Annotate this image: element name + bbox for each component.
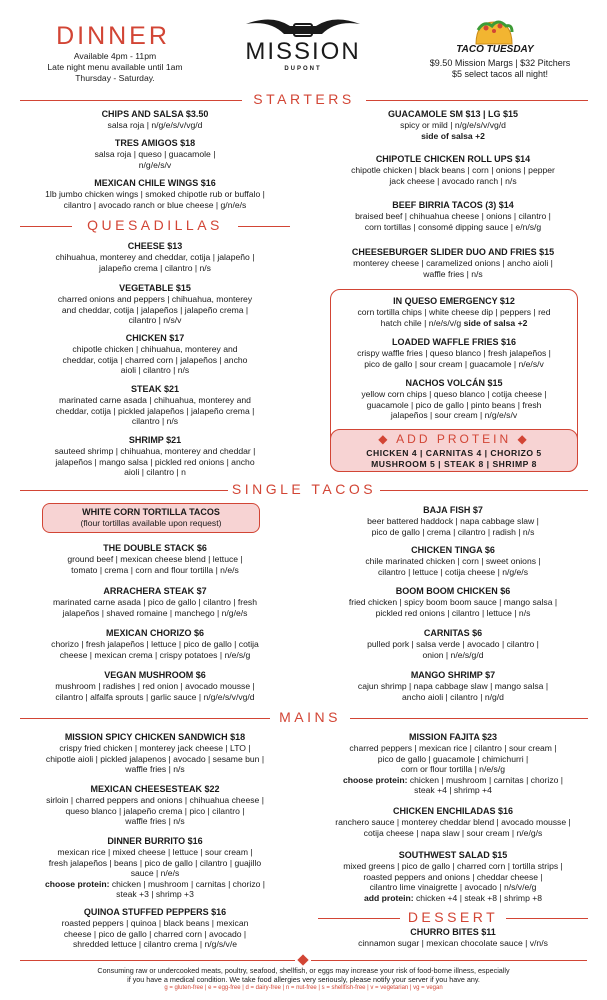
divider [506, 918, 588, 919]
item-name: CHIPOTLE CHICKEN ROLL UPS $14 [375, 154, 531, 164]
section-title-starters: STARTERS [253, 91, 355, 107]
protein-line: CHICKEN 4 | CARNITAS 4 | CHORIZO 5 [366, 448, 542, 458]
item-name: MISSION FAJITA $23 [408, 732, 498, 742]
item-name: QUINOA STUFFED PEPPERS $16 [83, 907, 227, 917]
item-desc: ranchero sauce | monterey cheddar blend | avocado mousse | cotija cheese | napa slaw | sour cream | n/e/g/s [335, 817, 571, 838]
diamond-icon: ◆ [378, 432, 391, 446]
item-desc: braised beef | chihuahua cheese | onions | cilantro | corn tortillas | consomé dipping sauce | e/n/s/g [355, 211, 551, 232]
section-title-quesadillas: QUESADILLAS [87, 217, 223, 233]
menu-item [20, 585, 290, 618]
divider [318, 918, 400, 919]
item-name: VEGAN MUSHROOM $6 [104, 670, 206, 680]
divider [350, 718, 588, 719]
logo-wordmark: MISSION [245, 38, 361, 65]
item-name: CHICKEN TINGA $6 [411, 545, 495, 555]
choose-label: choose protein: [44, 878, 110, 889]
section-title-mains: MAINS [279, 709, 341, 725]
item-desc: marinated carne asada | pico de gallo | cilantro | fresh jalapeños | shaved romaine | manchego | n/g/e/s [53, 597, 257, 618]
dinner-hours [20, 51, 210, 84]
item-desc: spicy or mild | n/g/e/s/v/vg/d [400, 120, 506, 130]
item-desc: pulled pork | salsa verde | avocado | cilantro | onion | n/e/s/g/d [367, 639, 539, 660]
divider [238, 226, 290, 227]
item-desc: cajun shrimp | napa cabbage slaw | mango salsa | ancho aioli | cilantro | n/g/d [357, 681, 549, 702]
item-name: BEEF BIRRIA TACOS (3) $14 [392, 200, 514, 210]
menu-item [20, 434, 290, 478]
add-protein-label: ADD PROTEIN [396, 432, 512, 446]
item-desc: chipotle chicken | chihuahua, monterey and cheddar, cotija | charred corn | jalapeños | ancho aioli | cilantro | n/s [62, 344, 248, 376]
dinner-title: DINNER [56, 22, 170, 50]
item-choose [20, 879, 290, 900]
menu-item [20, 906, 290, 950]
item-desc: cinnamon sugar | mexican chocolate sauce | v/n/s [358, 938, 548, 948]
item-choose [318, 775, 588, 796]
item-name: CHEESE $13 [127, 241, 183, 251]
menu-item [318, 627, 588, 660]
item-desc: 1lb jumbo chicken wings | smoked chipotle rub or buffalo | cilantro | avocado ranch or blue cheese | g/n/e/s [45, 189, 265, 210]
item-name: BOOM BOOM CHICKEN $6 [395, 586, 511, 596]
item-name: CARNITAS $6 [423, 628, 483, 638]
item-desc-text: corn tortilla chips | white cheese dip | peppers | red hatch chile | n/e/s/v/g [357, 307, 551, 328]
menu-item [20, 835, 290, 900]
item-desc: chile marinated chicken | corn | sweet onions | cilantro | lettuce | cotija cheese | n/g/e/s [365, 556, 541, 577]
item-name: CHIPS AND SALSA $3.50 [101, 109, 209, 119]
item-desc: sirloin | charred peppers and onions | chihuahua cheese | queso blanco | jalapeño crema | pico | cilantro | waffle fries | n/s [46, 795, 264, 827]
menu-item [334, 295, 574, 328]
item-extra: side of salsa +2 [421, 130, 485, 141]
taco-line: $5 select tacos all night! [451, 69, 549, 79]
item-name: CHICKEN $17 [125, 333, 185, 343]
item-desc: mexican rice | mixed cheese | lettuce | sour cream | fresh jalapeños | beans | pico de gallo | cilantro | guajillo sauce | n/e/s [48, 847, 262, 879]
item-name: CHURRO BITES $11 [410, 927, 496, 937]
choose-options: chicken | mushroom | carnitas | chorizo | steak +4 | shrimp +4 [409, 774, 564, 796]
item-desc: ground beef | mexican cheese blend | lettuce | tomato | crema | corn and flour tortilla | n/e/s [67, 554, 243, 575]
divider [20, 490, 228, 491]
item-desc: salsa roja | queso | guacamole | n/g/e/s/v [94, 149, 216, 170]
item-desc: sauteed shrimp | chihuahua, monterey and cheddar | jalapeños | mango salsa | pickled red onions | ancho aioli | cilantro | n [54, 446, 256, 478]
diamond-icon: ◆ [517, 432, 530, 446]
divider [366, 100, 588, 101]
item-desc: beer battered haddock | napa cabbage slaw | pico de gallo | crema | cilantro | radish | n/s [367, 516, 539, 537]
divider [20, 100, 242, 101]
days-line: Thursday - Saturday. [75, 73, 155, 83]
item-desc: roasted peppers | quinoa | black beans | mexican cheese | pico de gallo | charred corn | avocado | shredded lettuce | cilantro crema | n/g/s/v/e [61, 918, 249, 950]
item-name: MEXICAN CHEESESTEAK $22 [90, 784, 220, 794]
item-desc: chihuahua, monterey and cheddar, cotija | jalapeño | jalapeño crema | cilantro | n/s [55, 252, 255, 273]
taco-tuesday-details [410, 58, 590, 80]
item-desc: fried chicken | spicy boom boom sauce | mango salsa | pickled red onions | cilantro | lettuce | n/s [348, 597, 558, 618]
menu-item [20, 383, 290, 427]
item-desc: charred onions and peppers | chihuahua, monterey and cheddar, cotija | jalapeños | jalapeño crema | cilantro | n/s/v [57, 294, 253, 326]
item-name: CHICKEN ENCHILADAS $16 [392, 806, 514, 816]
protein-line: MUSHROOM 5 | STEAK 8 | SHRIMP 8 [371, 459, 537, 469]
item-name: GUACAMOLE SM $13 | LG $15 [387, 109, 519, 119]
item-name: LOADED WAFFLE FRIES $16 [391, 337, 516, 347]
menu-item [318, 731, 588, 796]
menu-item [20, 282, 290, 326]
menu-item [20, 627, 290, 660]
hours-line: Available 4pm - 11pm [73, 51, 157, 61]
item-name: STEAK $21 [130, 384, 180, 394]
menu-item [318, 544, 588, 577]
dietary-legend: g = gluten-free | e = egg-free | d = dairy-free | n = nut-free | s = shellfish-free | v = vegetarian | vg = vegan [164, 985, 443, 991]
menu-item [20, 332, 290, 376]
menu-item [20, 542, 290, 575]
divider [311, 960, 587, 961]
late-night-line: Late night menu available until 1am [47, 62, 183, 72]
item-desc [334, 307, 574, 328]
menu-item [318, 849, 588, 903]
taco-tuesday-title: TACO TUESDAY [456, 44, 534, 55]
item-desc: marinated carne asada | chihuahua, monterey and cheddar, cotija | pickled jalapeños | jalapeño crema | cilantro | n/s [55, 395, 255, 427]
item-desc: crispy waffle fries | queso blanco | fresh jalapeños | pico de gallo | sour cream | guacamole | n/e/s/v [357, 348, 551, 369]
item-name: VEGETABLE $15 [119, 283, 191, 293]
item-desc: mushroom | radishes | red onion | avocado mousse | cilantro | alfalfa sprouts | garlic sauce | n/g/e/s/v/vg/d [55, 681, 255, 702]
item-desc: monterey cheese | caramelized onions | ancho aioli | waffle fries | n/s [353, 258, 553, 279]
item-name: NACHOS VOLCÁN $15 [405, 378, 503, 388]
menu-item [318, 504, 588, 537]
item-extra: side of salsa +2 [463, 317, 528, 328]
choose-label: choose protein: [342, 774, 408, 785]
choose-label: add protein: [363, 892, 414, 903]
item-name: MISSION SPICY CHICKEN SANDWICH $18 [64, 732, 246, 742]
menu-item [318, 585, 588, 618]
divider [20, 718, 270, 719]
menu-item [318, 669, 588, 702]
item-name: IN QUESO EMERGENCY $12 [393, 296, 515, 306]
divider [20, 960, 295, 961]
menu-item [20, 177, 290, 210]
item-desc: charred peppers | mexican rice | cilantro | sour cream | pico de gallo | guacamole | chimichurri | corn or flour tortilla | n/e/s/g [349, 743, 557, 775]
item-desc: yellow corn chips | queso blanco | cotija cheese | guacamole | pico de gallo | pinto beans | fresh jalapeños | sour cream | n/g/e/s/v [361, 389, 547, 421]
menu-item [334, 336, 574, 369]
menu-item [20, 783, 290, 827]
menu-item [334, 377, 574, 421]
divider [20, 226, 72, 227]
choose-options: chicken +4 | steak +8 | shrimp +8 [413, 892, 543, 903]
taco-line: $9.50 Mission Margs | $32 Pitchers [429, 58, 571, 68]
item-name: TRES AMIGOS $18 [114, 138, 196, 148]
diamond-icon [297, 954, 308, 965]
item-name: CHEESEBURGER SLIDER DUO AND FRIES $15 [351, 247, 555, 257]
tortilla-note-sub: (flour tortillas available upon request) [80, 518, 222, 528]
menu-item [20, 137, 290, 170]
item-choose [318, 893, 588, 904]
choose-options: chicken | mushroom | carnitas | chorizo | steak +3 | shrimp +3 [111, 878, 266, 900]
item-desc: salsa roja | n/g/e/s/v/vg/d [107, 120, 203, 130]
menu-item [20, 669, 290, 702]
menu-item [318, 805, 588, 838]
item-name: BAJA FISH $7 [423, 505, 483, 515]
item-desc: chorizo | fresh jalapeños | lettuce | pico de gallo | cotija cheese | mexican crema | crispy potatoes | n/e/s/g [51, 639, 259, 660]
allergy-notice: Consuming raw or undercooked meats, poultry, seafood, shellfish, or eggs may increase your risk of food-borne illness, especially if you have a medical condition. We take food allergies very seriously, please notify your server if you have any. [97, 966, 510, 984]
menu-item [318, 199, 588, 232]
item-name: DINNER BURRITO $16 [107, 836, 203, 846]
menu-item [20, 240, 290, 273]
item-name: THE DOUBLE STACK $6 [103, 543, 207, 553]
section-title-single-tacos: SINGLE TACOS [231, 481, 377, 497]
item-desc: crispy fried chicken | monterey jack cheese | LTO | chipotle aioli | pickled jalapenos | avocado | sesame bun | waffle fries | n/s [45, 743, 265, 775]
add-protein-list [330, 448, 578, 470]
item-name: MEXICAN CHORIZO $6 [105, 628, 204, 638]
section-title-dessert: DESSERT [407, 909, 499, 925]
divider [380, 490, 588, 491]
add-protein-title [330, 432, 578, 446]
tortilla-note [42, 506, 260, 529]
menu-item [318, 108, 588, 141]
item-desc: chipotle chicken | black beans | corn | onions | pepper jack cheese | avocado ranch | n/s [351, 165, 555, 186]
item-name: MANGO SHRIMP $7 [410, 670, 496, 680]
tortilla-note-title: WHITE CORN TORTILLA TACOS [82, 507, 220, 517]
item-name: ARRACHERA STEAK $7 [103, 586, 207, 596]
item-name: MEXICAN CHILE WINGS $16 [94, 178, 216, 188]
item-desc: mixed greens | pico de gallo | charred corn | tortilla strips | roasted peppers and onions | cheddar cheese | cilantro lime vinaigrette | avocado | n/s/v/e/g [343, 861, 563, 893]
logo-subtitle: DUPONT [284, 66, 322, 72]
menu-item [318, 246, 588, 279]
menu-item [318, 153, 588, 186]
item-name: SOUTHWEST SALAD $15 [398, 850, 508, 860]
menu-item [318, 926, 588, 949]
menu-item [20, 108, 290, 131]
item-name: SHRIMP $21 [128, 435, 182, 445]
menu-item [20, 731, 290, 775]
